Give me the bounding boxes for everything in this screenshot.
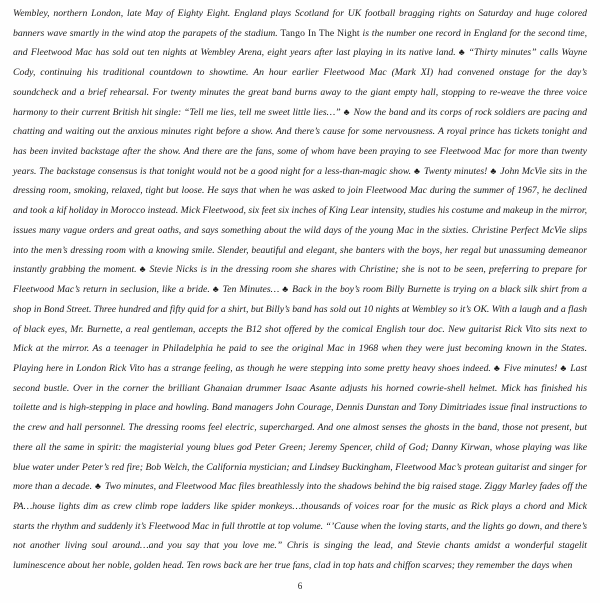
paragraph-segment: Now the band and its corps of rock soldiers are pacing and chatting and waiting out the anxious minutes right before a show. And there’s cause for some nervousness. A royal prince has tickets tonight and has been invited backstage after the show. And there are the fans, some of whom have been praying to see Fleetwood Mac for more than twenty years. The backstage consensus is that tonight would not be a good night for a less-than-magic show.: [13, 106, 587, 177]
club-ornament-icon: ♣: [282, 284, 289, 295]
club-ornament-icon: ♣: [139, 264, 146, 275]
paragraph-segment: John McVie sits in the dressing room, smoking, relaxed, tight but loose. He says that when he was asked to join Fleetwood Mac during the summer of 1967, he declined and took a kif holiday in Morocco instead. Mick Fleetwood, six feet six inches of King Lear intensity, studies his costume and makeup in the mirror, issues many vague orders and great oaths, and says something about the wild days of the young Mac in the sixties. Christine Perfect McVie slips into the men’s dressing room with a knowing smile. Slender, beautiful and elegant, she banters with the boys, her regal but unassuming demeanor instantly grabbing the moment.: [13, 165, 587, 276]
body-text: [13, 4, 587, 576]
club-ornament-icon: ♣: [490, 165, 497, 176]
paragraph-segment: Two minutes, and Fleetwood Mac files breathlessly into the shadows behind the big raised stage. Ziggy Marley fades off the PA…house lights dim as crew climb rope ladders like spider monkeys…thousands of voices roar for the music as Rick plays a chord and Mick starts the rhythm and suddenly it’s Fleetwood Mac in full throttle at top volume. “’Cause when the loving starts, and the lights go down, and there’s not another living soul around…and you say that you love me.” Chris is singing the lead, and Stevie chants amidst a wonderful stagelit luminescence about her noble, golden head. Ten rows back are her true fans, clad in top hats and chiffon scarves; they remember the days when: [13, 481, 587, 572]
paragraph-segment: “Thirty minutes” calls Wayne Cody, continuing his traditional countdown to showtime. An hour earlier Fleetwood Mac (Mark XI) had convened onstage for the day’s soundcheck and a brief rehearsal. For twenty minutes the great band burns away to the giant empty hall, stopping to re-weave the three voice harmony to their current British hit single: “Tell me lies, tell me sweet little lies…”: [13, 47, 587, 118]
club-ornament-icon: ♣: [343, 106, 350, 117]
club-ornament-icon: ♣: [414, 165, 420, 176]
countdown-call: Five minutes!: [503, 362, 558, 374]
paragraph-segment: Last second bustle. Over in the corner the brilliant Ghanaian drummer Isaac Asante adjusts his horned cowrie-shell helmet. Mick has finished his toilette and is high-stepping in place and howling. Band managers John Courage, Dennis Dunstan and Tony Dimitriades issue final instructions to the crew and hall personnel. The dressing rooms feel electric, supercharged. And one almost senses the ghosts in the band, those not present, but there all the same in spirit: the magisterial young blues god Peter Green; Jeremy Spencer, child of God; Danny Kirwan, whose playing was like blue water under Peter’s red fire; Bob Welch, the California mystician; and Lindsey Buckingham, Fleetwood Mac’s protean guitarist and singer for more than a decade.: [13, 362, 587, 493]
paragraph-segment: is the number one record in England for the second time, and Fleetwood Mac has sold out ten nights at Wembley Arena, eight years after last playing in its native land.: [13, 27, 587, 59]
club-ornament-icon: ♣: [458, 47, 465, 58]
club-ornament-icon: ♣: [493, 362, 500, 373]
club-ornament-icon: ♣: [560, 362, 567, 373]
paragraph-segment: Wembley, northern London, late May of Eighty Eight. England plays Scotland for UK football bragging rights on Saturday and huge colored banners wave smartly in the wind atop the parapets of the stadium.: [13, 8, 587, 39]
countdown-call: Ten Minutes…: [222, 284, 280, 296]
countdown-call: Twenty minutes!: [423, 165, 488, 177]
page-number: 6: [297, 581, 303, 591]
paragraph-segment: Back in the boy’s room Billy Burnette is trying on a black silk shirt from a shop in Bond Street. Three hundred and fifty quid for a shirt, but Billy’s band has sold out 10 nights at Wembley so it’s OK. With a laugh and a flash of black eyes, Mr. Burnette, a real gentleman, accepts the B12 shot offered by the comical English tour doc. New guitarist Rick Vito sits next to Mick at the mirror. As a teenager in Philadelphia he paid to see the original Mac in 1968 when they were just becoming known in the States. Playing here in London Rick Vito has a strange feeling, as though he were stepping into some pretty heavy shoes indeed.: [13, 284, 587, 374]
paragraph-segment: Stevie Nicks is in the dressing room she shares with Christine; she is not to be seen, preferring to prepare for Fleetwood Mac’s return in seclusion, like a bride.: [13, 264, 587, 296]
club-ornament-icon: ♣: [212, 284, 219, 295]
album-title: Tango In The Night: [280, 27, 360, 39]
club-ornament-icon: ♣: [95, 481, 101, 492]
